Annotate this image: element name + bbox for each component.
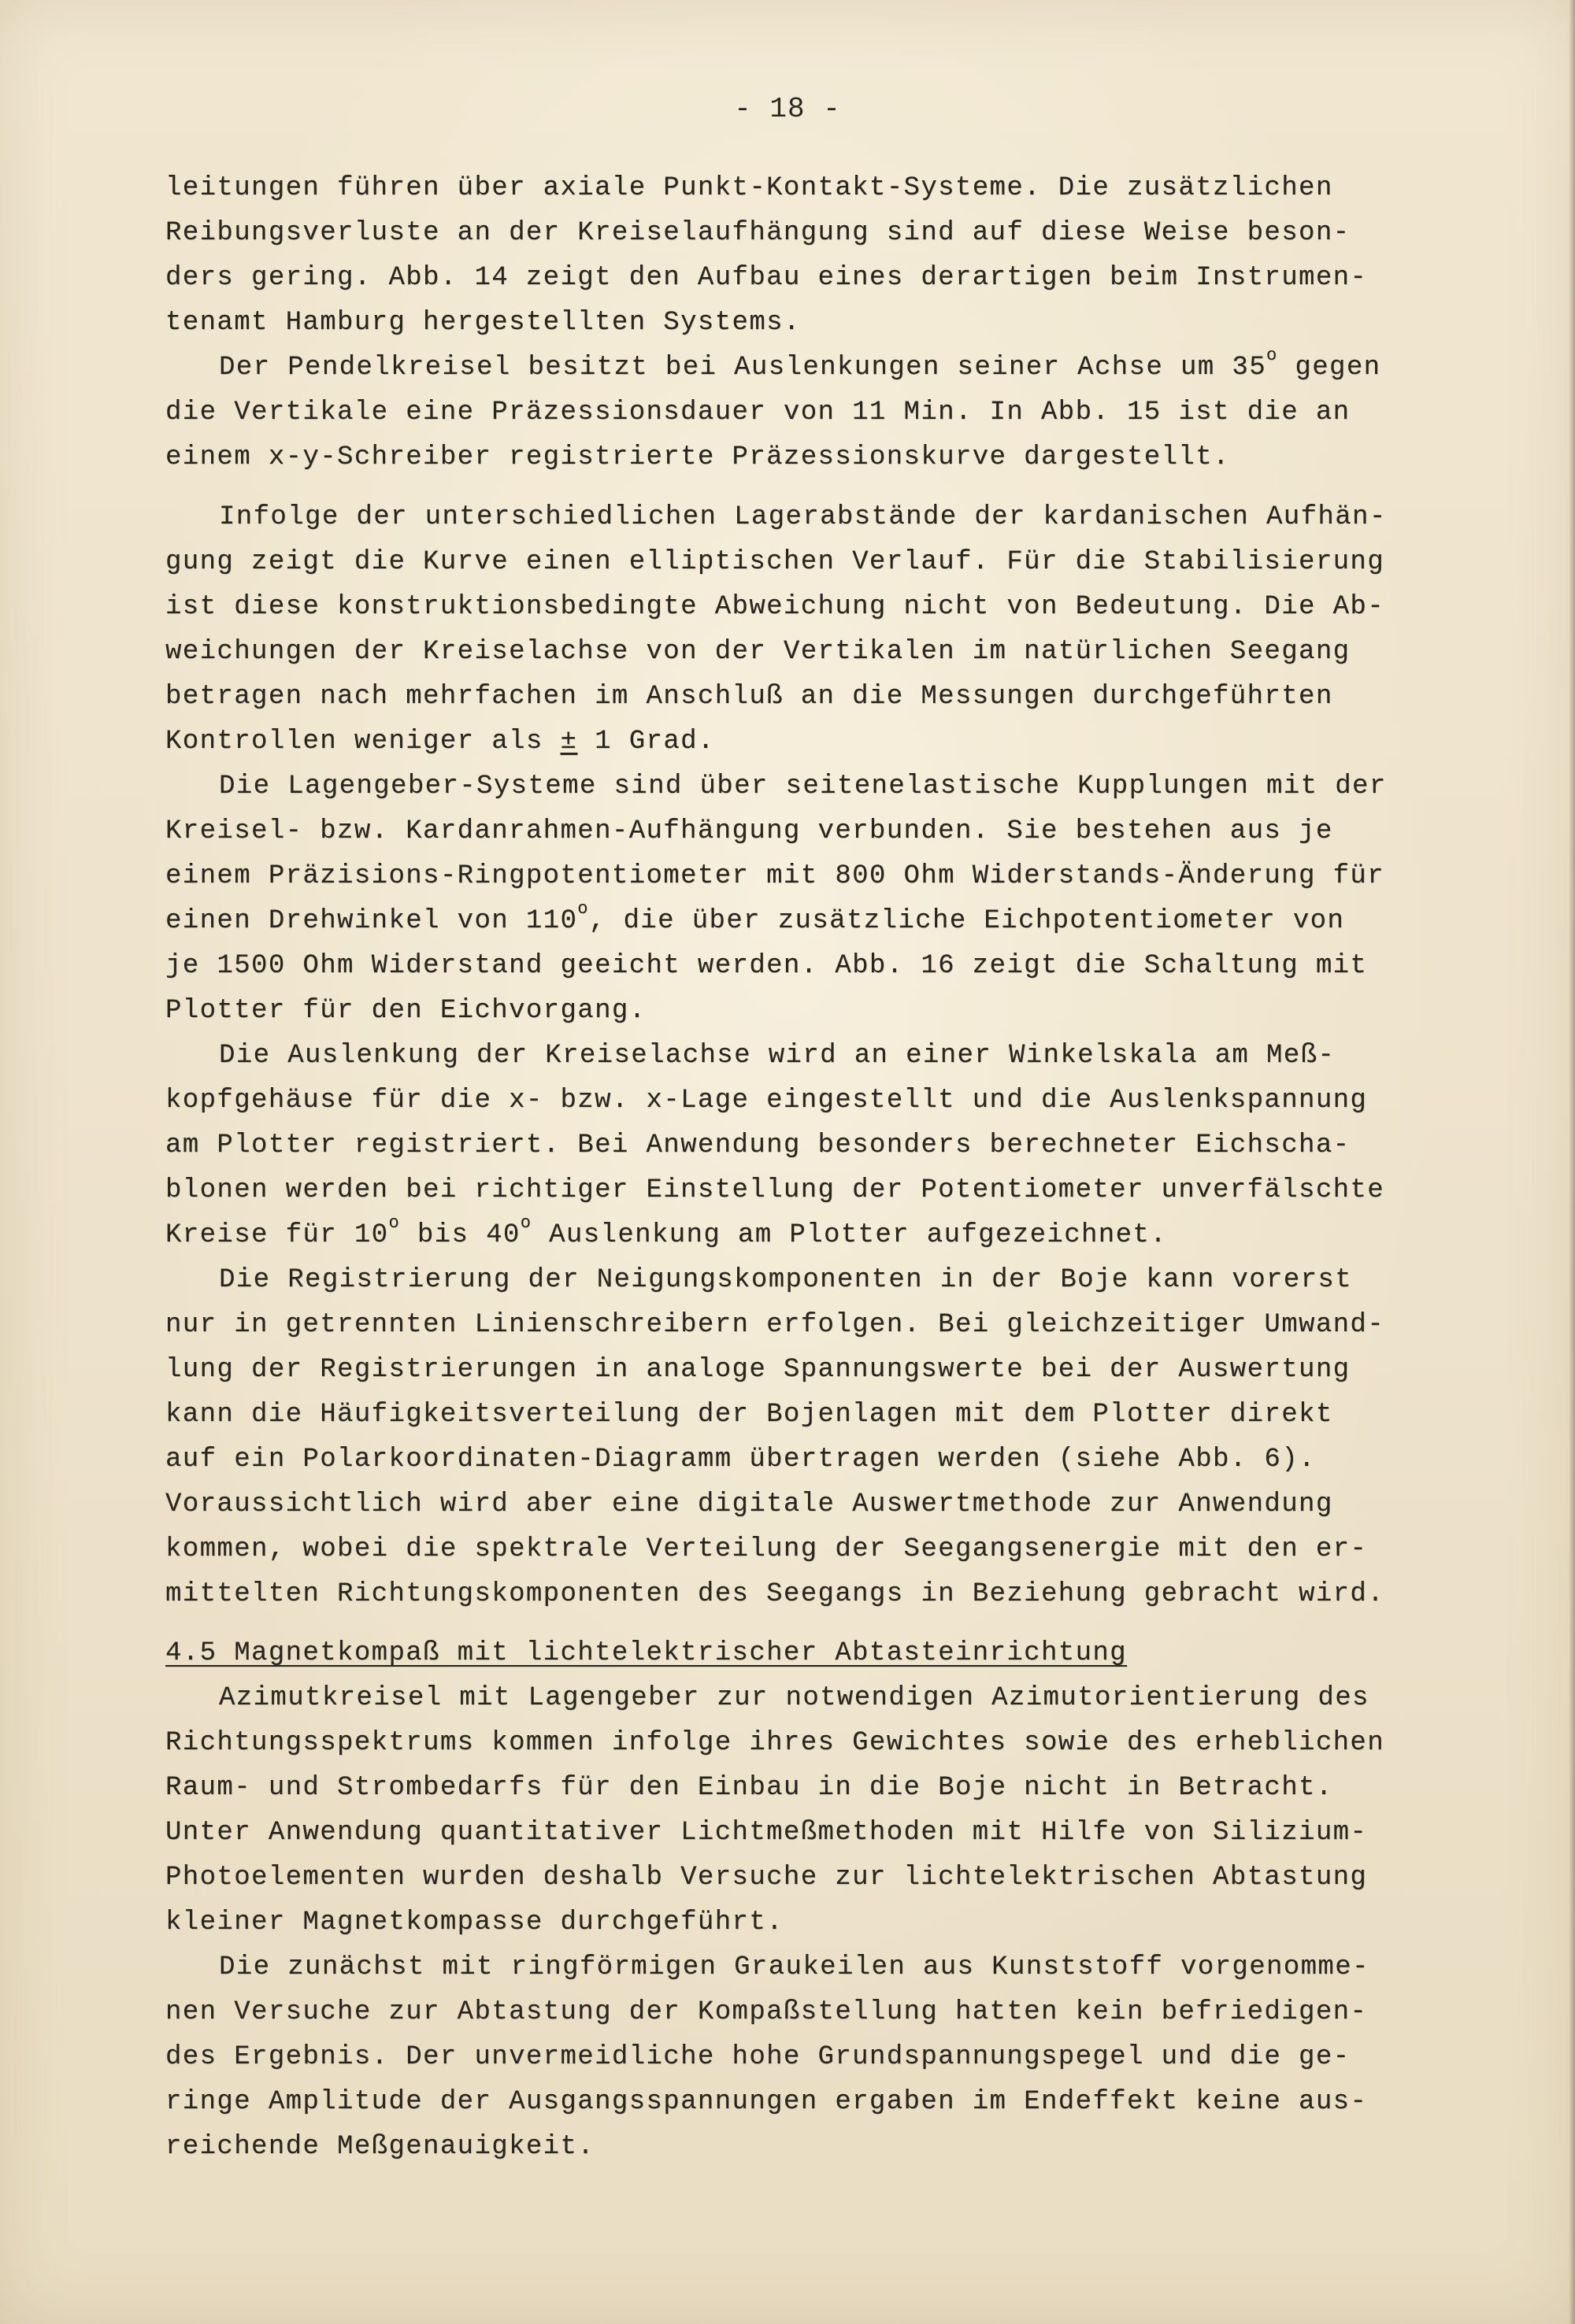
text-line: Die zunächst mit ringförmigen Graukeilen aus Kunststoff vorgenomme- xyxy=(219,1952,1369,1982)
text-fragment: Der Pendelkreisel besitzt bei Auslenkungen seiner Achse um 35 xyxy=(219,353,1267,383)
text-line: des Ergebnis. Der unvermeidliche hohe Grundspannungspegel und die ge- xyxy=(165,2042,1351,2072)
text-line: blonen werden bei richtiger Einstellung der Potentiometer unverfälschte xyxy=(165,1175,1385,1205)
section-gap xyxy=(165,1617,1465,1631)
text-line: je 1500 Ohm Widerstand geeicht werden. Abb. 16 zeigt die Schaltung mit xyxy=(165,951,1368,981)
text-line: ringe Amplitude der Ausgangsspannungen ergaben im Endeffekt keine aus- xyxy=(165,2087,1368,2117)
text-line: kleiner Magnetkompasse durchgeführt. xyxy=(165,1908,784,1937)
page-number: - 18 - xyxy=(734,93,841,125)
text-line: mittelten Richtungskomponenten des Seegangs in Beziehung gebracht wird. xyxy=(165,1579,1385,1609)
text-line: Kreisel- bzw. Kardanrahmen-Aufhängung verbunden. Sie bestehen aus je xyxy=(165,816,1333,846)
degree-mark: o xyxy=(520,1212,532,1233)
degree-mark: o xyxy=(388,1212,401,1233)
text-line: Infolge der unterschiedlichen Lagerabstände der kardanischen Aufhän- xyxy=(219,502,1387,532)
text-line xyxy=(165,1213,1465,1258)
text-line: Photoelementen wurden deshalb Versuche zur lichtelektrischen Abtastung xyxy=(165,1863,1368,1893)
text-line: nen Versuche zur Abtastung der Kompaßstellung hatten kein befriedigen- xyxy=(165,1997,1368,2027)
paragraph-7 xyxy=(165,1676,1465,1945)
text-line: Die Auslenkung der Kreiselachse wird an einer Winkelskala am Meß- xyxy=(219,1041,1336,1071)
text-line: tenamt Hamburg hergestellten Systems. xyxy=(165,308,801,338)
paragraph-gap xyxy=(165,480,1465,495)
text-line: Die Lagengeber-Systeme sind über seitenelastische Kupplungen mit der xyxy=(219,772,1387,801)
text-line: gung zeigt die Kurve einen elliptischen Verlauf. Für die Stabilisierung xyxy=(165,547,1385,577)
text-line: lung der Registrierungen in analoge Spannungswerte bei der Auswertung xyxy=(165,1355,1351,1385)
text-fragment: bis 40 xyxy=(400,1220,521,1250)
text-line: nur in getrennten Linienschreibern erfolgen. Bei gleichzeitiger Umwand- xyxy=(165,1310,1385,1340)
paragraph-2 xyxy=(165,346,1465,480)
text-line: Richtungsspektrums kommen infolge ihres Gewichtes sowie des erheblichen xyxy=(165,1728,1385,1758)
text-fragment: gegen xyxy=(1277,353,1381,383)
text-line: Plotter für den Eichvorgang. xyxy=(165,996,647,1026)
text-fragment: Kreise für 10 xyxy=(165,1220,389,1250)
paragraph-8 xyxy=(165,1945,1465,2170)
text-line xyxy=(165,720,1465,764)
page-edge-shadow xyxy=(1569,0,1575,2324)
text-line: auf ein Polarkoordinaten-Diagramm übertragen werden (siehe Abb. 6). xyxy=(165,1445,1316,1475)
paragraph-6 xyxy=(165,1258,1465,1617)
text-line: betragen nach mehrfachen im Anschluß an die Messungen durchgeführten xyxy=(165,682,1333,712)
paragraph-3 xyxy=(165,495,1465,764)
text-line: reichende Meßgenauigkeit. xyxy=(165,2132,595,2162)
text-line: am Plotter registriert. Bei Anwendung besonders berechneter Eichscha- xyxy=(165,1131,1351,1160)
text-line: Unter Anwendung quantitativer Lichtmeßmethoden mit Hilfe von Silizium- xyxy=(165,1818,1368,1848)
text-line: ders gering. Abb. 14 zeigt den Aufbau eines derartigen beim Instrumen- xyxy=(165,263,1368,293)
paragraph-1 xyxy=(165,166,1465,346)
text-fragment: Kontrollen weniger als xyxy=(165,727,561,757)
degree-mark: o xyxy=(577,898,589,919)
text-line: kann die Häufigkeitsverteilung der Bojenlagen mit dem Plotter direkt xyxy=(165,1400,1333,1430)
text-line: Voraussichtlich wird aber eine digitale Auswertmethode zur Anwendung xyxy=(165,1490,1333,1519)
text-line: einem x-y-Schreiber registrierte Präzessionskurve dargestellt. xyxy=(165,442,1230,472)
text-line: ist diese konstruktionsbedingte Abweichung nicht von Bedeutung. Die Ab- xyxy=(165,592,1385,622)
text-fragment: , die über zusätzliche Eichpotentiometer von xyxy=(588,906,1345,936)
text-line: weichungen der Kreiselachse von der Vertikalen im natürlichen Seegang xyxy=(165,637,1351,667)
text-line: einem Präzisions-Ringpotentiometer mit 800 Ohm Widerstands-Änderung für xyxy=(165,861,1385,891)
text-fragment: 1 Grad. xyxy=(577,727,715,757)
section-heading-line xyxy=(165,1631,1465,1676)
text-line: Azimutkreisel mit Lagengeber zur notwendigen Azimutorientierung des xyxy=(219,1683,1369,1713)
plus-minus-sign: ± xyxy=(560,727,578,757)
paragraph-5 xyxy=(165,1034,1465,1258)
text-line: leitungen führen über axiale Punkt-Kontakt-Systeme. Die zusätzlichen xyxy=(165,173,1333,203)
text-fragment: Auslenkung am Plotter aufgezeichnet. xyxy=(532,1220,1168,1250)
text-fragment: einen Drehwinkel von 110 xyxy=(165,906,578,936)
text-line: Die Registrierung der Neigungskomponenten in der Boje kann vorerst xyxy=(219,1265,1353,1295)
text-line: Reibungsverluste an der Kreiselaufhängung sind auf diese Weise beson- xyxy=(165,218,1351,248)
text-line: Raum- und Strombedarfs für den Einbau in die Boje nicht in Betracht. xyxy=(165,1773,1333,1803)
text-line xyxy=(165,899,1465,944)
text-line: kommen, wobei die spektrale Verteilung der Seegangsenergie mit den er- xyxy=(165,1534,1368,1564)
text-line: die Vertikale eine Präzessionsdauer von 11 Min. In Abb. 15 ist die an xyxy=(165,398,1351,427)
section-heading: 4.5 Magnetkompaß mit lichtelektrischer Abtasteinrichtung xyxy=(165,1638,1127,1668)
text-line xyxy=(165,346,1465,390)
degree-mark: o xyxy=(1266,345,1278,365)
text-line: kopfgehäuse für die x- bzw. x-Lage eingestellt und die Auslenkspannung xyxy=(165,1086,1368,1116)
body-text xyxy=(165,166,1465,2170)
paragraph-4 xyxy=(165,764,1465,1034)
